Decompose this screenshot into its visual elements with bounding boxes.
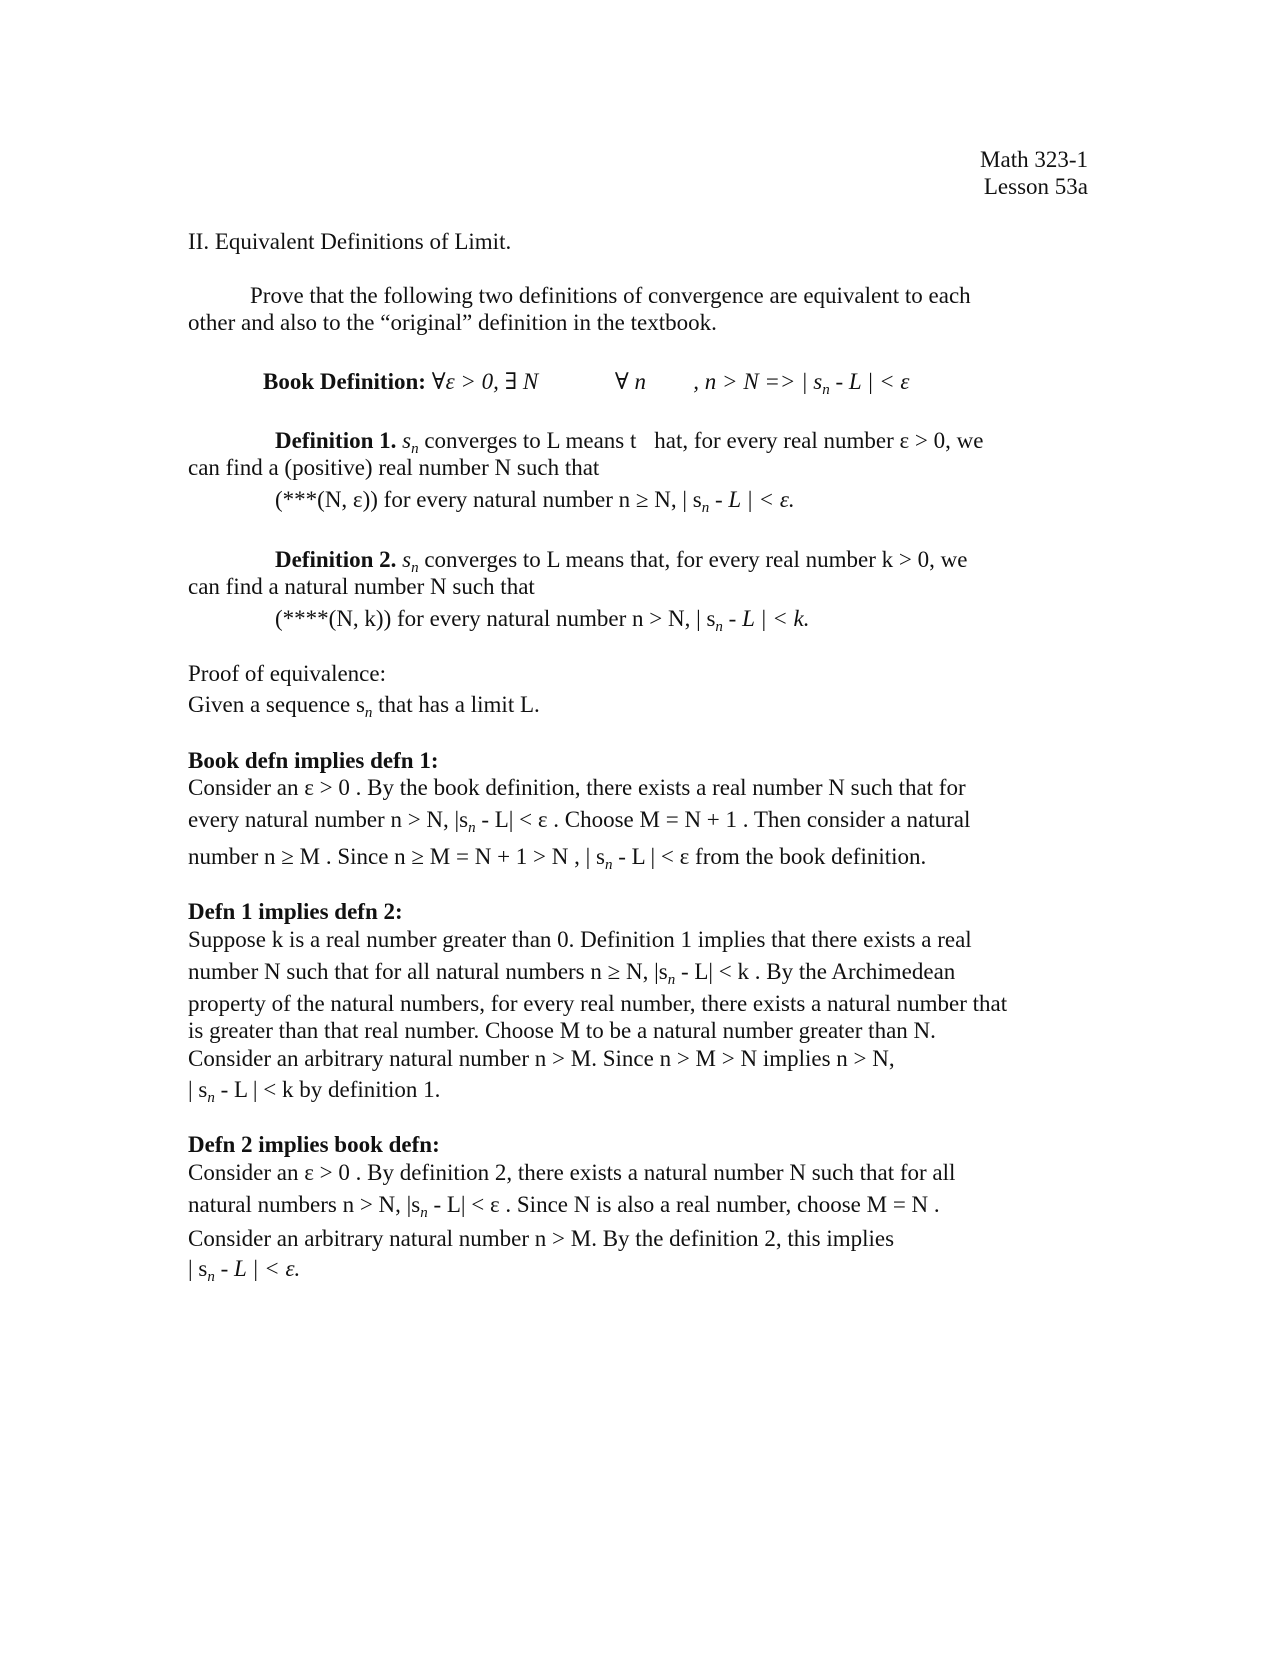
- proof-heading: Proof of equivalence:: [188, 661, 386, 686]
- proof-given-end: that has a limit L.: [372, 692, 540, 717]
- part-3-line-2-text: natural numbers n > N, |s: [188, 1192, 421, 1217]
- part-1-line-3: [188, 842, 926, 880]
- part-3-line-4: [188, 1254, 300, 1292]
- part-2-line-3: property of the natural numbers, for every real number, there exists a natural number that: [188, 991, 1008, 1016]
- intro-line-1: Prove that the following two definitions of convergence are equivalent to each: [250, 283, 971, 308]
- part-1-line-2: [188, 805, 970, 843]
- course-label: Math 323-1: [980, 147, 1088, 172]
- proof-given-sub: n: [364, 705, 373, 721]
- part-1-line-2-text: every natural number n > N, |s: [188, 807, 469, 832]
- definition-2-line-3: [275, 604, 810, 642]
- definition-2-s: s: [396, 547, 412, 572]
- part-1-line-3-text: number n ≥ M . Since n ≥ M = N + 1 > N , | s: [188, 844, 605, 869]
- part-2-line-6: [188, 1075, 440, 1113]
- definition-1-condition-end: - L | < ε.: [709, 487, 795, 512]
- part-2-line-2-end: - L| < k . By the Archimedean: [675, 959, 956, 984]
- part-3-line-3: Consider an arbitrary natural number n > M. By the definition 2, this implies: [188, 1226, 895, 1251]
- definition-1-s: s: [396, 428, 412, 453]
- book-definition-formula: ∀ε > 0, ∃ N ℕ ∍ ∀ n ℕ, n > N => | s: [431, 369, 775, 394]
- definition-2-sub: n: [411, 560, 419, 576]
- part-3-line-4-sub: n: [207, 1269, 215, 1285]
- definition-1-condition: (***(N, ε)) for every natural number n ≥ N, | s: [275, 487, 702, 512]
- definition-1-text: converges to L means t hat, for every real number ε > 0, we: [418, 428, 972, 453]
- part-3-line-1: Consider an ε > 0 . By definition 2, there exists a natural number N such that for all: [188, 1160, 956, 1185]
- part-3-line-2-end: - L| < ε . Since N is also a real number, choose M = N .: [427, 1192, 940, 1217]
- lesson-label: Lesson 53a: [983, 174, 1088, 199]
- definition-1-line-2: can find a (positive) real number N such that: [188, 455, 600, 480]
- part-1-line-2-sub: n: [468, 820, 476, 836]
- part-3-line-4-end: - L | < ε.: [214, 1256, 301, 1281]
- part-1-line-1: Consider an ε > 0 . By the book definition, there exists a real number N such that for: [188, 775, 966, 800]
- part-1-line-3-sub: n: [604, 857, 613, 873]
- part-2-line-6-end: - L | < k by definition 1.: [214, 1077, 441, 1102]
- section-title: II. Equivalent Definitions of Limit.: [188, 229, 512, 254]
- definition-2-text: converges to L means that, for every real number k > 0, we: [418, 547, 968, 572]
- definition-1-line-3: [275, 485, 795, 523]
- book-definition: [263, 367, 909, 405]
- definition-1-label: Definition 1.: [275, 428, 397, 453]
- book-definition-subscript: n: [774, 382, 783, 398]
- part-3-line-2: [188, 1190, 940, 1228]
- part-2-line-2-text: number N such that for all natural numbers n ≥ N, |s: [188, 959, 668, 984]
- part-3-line-2-sub: n: [420, 1205, 428, 1221]
- definition-2-label: Definition 2.: [275, 547, 397, 572]
- definition-2-line-2: can find a natural number N such that: [188, 574, 535, 599]
- part-2-line-5: Consider an arbitrary natural number n > M. Since n > M > N implies n > N,: [188, 1046, 895, 1071]
- definition-2-condition-sub: n: [715, 619, 723, 635]
- part-2-line-6-sub: n: [207, 1090, 215, 1106]
- part-2-line-1: Suppose k is a real number greater than 0. Definition 1 implies that there exists a real: [188, 927, 972, 952]
- part-3-line-4-text: | s: [188, 1256, 208, 1281]
- book-definition-formula-end: - L | < ε: [782, 369, 862, 394]
- part-1-heading: Book defn implies defn 1:: [188, 748, 439, 773]
- part-1-line-2-end: - L| < ε . Choose M = N + 1 . Then consider a natural: [475, 807, 971, 832]
- intro-line-2: other and also to the “original” definition in the textbook.: [188, 310, 717, 335]
- part-2-line-4: is greater than that real number. Choose M to be a natural number greater than N.: [188, 1018, 936, 1043]
- part-2-line-6-text: | s: [188, 1077, 208, 1102]
- proof-given-text: Given a sequence s: [188, 692, 365, 717]
- part-2-line-2-sub: n: [667, 972, 676, 988]
- definition-2-condition: (****(N, k)) for every natural number n > N, | s: [275, 606, 716, 631]
- book-definition-label: Book Definition:: [263, 369, 426, 394]
- part-3-heading: Defn 2 implies book defn:: [188, 1132, 440, 1157]
- definition-1-condition-sub: n: [701, 500, 710, 516]
- definition-1-sub: n: [411, 441, 419, 457]
- part-2-heading: Defn 1 implies defn 2:: [188, 899, 403, 924]
- definition-2-condition-end: - L | < k.: [722, 606, 810, 631]
- proof-given: [188, 690, 540, 728]
- part-1-line-3-end: - L | < ε from the book definition.: [612, 844, 927, 869]
